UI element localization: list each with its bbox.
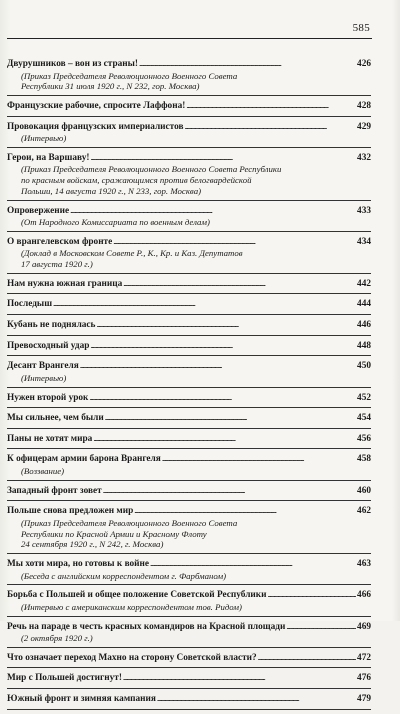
toc-entry — [7, 319, 371, 336]
toc-entry-page: 448 — [357, 340, 371, 351]
toc-entry-line — [7, 236, 371, 249]
toc-entry-title: Южный фронт и зимняя кампания — [7, 694, 156, 705]
dot-leader — [53, 298, 356, 311]
toc-entry-note: (Интервью с американским корреспондентом тов. Ридом) — [21, 601, 242, 612]
dot-leader — [258, 652, 356, 665]
entry-divider — [7, 407, 371, 408]
toc-entry-line — [7, 558, 371, 571]
entry-divider — [7, 448, 371, 449]
entry-divider — [7, 335, 371, 336]
toc-entry-line — [7, 58, 371, 71]
toc-entry-line — [7, 340, 371, 353]
toc-entry-page: 442 — [357, 278, 371, 289]
toc-entry-title: Последыш — [7, 299, 53, 310]
entry-divider — [7, 231, 371, 232]
toc-entry — [7, 412, 371, 429]
entry-divider — [7, 688, 371, 689]
table-of-contents — [7, 58, 371, 714]
toc-entry-line — [7, 505, 371, 518]
toc-entry — [7, 340, 371, 357]
toc-entry — [7, 121, 371, 148]
toc-entry-note: (Приказ Председателя Революционного Военного Совета Республики — [21, 164, 282, 175]
toc-entry-note: (Интервью) — [21, 133, 67, 144]
toc-entry — [7, 558, 371, 585]
toc-entry — [7, 58, 371, 96]
toc-entry — [7, 652, 371, 669]
dot-leader — [139, 58, 356, 71]
toc-entry-title: Мы хоти мира, но готовы к войне — [7, 558, 150, 569]
toc-entry-note: (Доклад в Московском Совете Р., К., Кр. и Каз. Депутатов — [21, 248, 243, 259]
entry-divider — [7, 355, 371, 356]
toc-entry-title: Герои, на Варшаву! — [7, 152, 90, 163]
toc-entry-note: (2 октября 1920 г.) — [21, 633, 93, 644]
entry-divider — [7, 480, 371, 481]
toc-entry-line — [7, 319, 371, 332]
entry-divider — [7, 147, 371, 148]
toc-entry — [7, 236, 371, 274]
dot-leader — [70, 205, 356, 218]
dot-leader — [123, 278, 356, 291]
toc-entry-page: 426 — [357, 59, 371, 69]
toc-entry-page: 450 — [357, 361, 371, 372]
toc-entry-page: 432 — [357, 152, 371, 163]
dot-leader — [157, 693, 356, 706]
toc-entry-line — [7, 360, 371, 373]
toc-entry-note: (Беседа с английским корреспондентом г. Фарбманом) — [21, 570, 227, 581]
header-rule — [7, 38, 372, 39]
entry-divider — [7, 293, 371, 294]
entry-divider — [7, 116, 371, 117]
entry-divider — [7, 314, 371, 315]
toc-entry — [7, 433, 371, 450]
toc-entry-note: (Воззвание) — [21, 465, 65, 476]
toc-entry — [7, 485, 371, 502]
entry-divider — [7, 428, 371, 429]
toc-entry — [7, 453, 371, 480]
dot-leader — [113, 236, 356, 249]
toc-entry-note: (Интервью) — [21, 372, 67, 383]
toc-entry — [7, 298, 371, 315]
dot-leader — [93, 433, 356, 446]
toc-entry-page: 454 — [357, 413, 371, 424]
toc-entry-note: 17 августа 1920 г.) — [21, 259, 93, 270]
entry-divider — [7, 553, 371, 554]
toc-entry-note: по красным войскам, сражающимся против белогвардейской — [21, 175, 252, 186]
toc-entry-page: 472 — [357, 652, 371, 663]
dot-leader — [150, 558, 356, 571]
toc-entry-title: К офицерам армии барона Врангеля — [7, 454, 161, 465]
toc-entry-line — [7, 121, 371, 134]
toc-entry — [7, 278, 371, 295]
toc-entry-title: О врангелевском фронте — [7, 236, 113, 247]
toc-entry-note: (От Народного Комиссариата по военным делам) — [21, 217, 210, 228]
toc-entry-page: 434 — [357, 236, 371, 247]
toc-entry-title: Нам нужна южная граница — [7, 278, 123, 289]
entry-divider — [7, 387, 371, 388]
toc-entry-line — [7, 298, 371, 311]
toc-entry — [7, 589, 371, 616]
toc-entry — [7, 100, 371, 117]
toc-entry-page: 458 — [357, 454, 371, 465]
toc-entry-line — [7, 278, 371, 291]
toc-entry — [7, 392, 371, 409]
entry-divider — [7, 500, 371, 501]
toc-entry-title: Кубань не поднялась — [7, 320, 96, 331]
toc-entry-line — [7, 412, 371, 425]
toc-entry-page: 456 — [357, 433, 371, 444]
entry-divider — [7, 616, 371, 617]
toc-entry-page: 460 — [357, 485, 371, 496]
dot-leader — [186, 100, 356, 113]
dot-leader — [267, 589, 356, 602]
dot-leader — [286, 621, 356, 634]
dot-leader — [96, 319, 356, 332]
toc-entry-title: Десант Врангеля — [7, 361, 79, 372]
toc-entry — [7, 205, 371, 232]
toc-entry-note: Польши, 14 августа 1920 г., N 233, гор. Москва) — [21, 185, 202, 196]
toc-entry — [7, 672, 371, 689]
toc-entry-line — [7, 621, 371, 634]
entry-divider — [7, 667, 371, 668]
toc-entry-title: Провокация французских империалистов — [7, 121, 184, 132]
toc-entry-title: Опровержение — [7, 205, 70, 216]
toc-entry-page: 462 — [357, 506, 371, 517]
toc-entry-title: Паны не хотят мира — [7, 433, 93, 444]
entry-divider — [7, 647, 371, 648]
dot-leader — [89, 392, 356, 405]
toc-entry-page: 452 — [357, 392, 371, 403]
dot-leader — [90, 152, 356, 165]
toc-entry-page: 428 — [357, 101, 371, 111]
toc-entry-line — [7, 433, 371, 446]
entry-divider — [7, 95, 371, 96]
toc-entry-note: (Приказ Председателя Революционного Военного Совета — [21, 70, 238, 81]
toc-entry-page: 429 — [357, 121, 371, 132]
dot-leader — [185, 121, 357, 134]
toc-entry-line — [7, 589, 371, 602]
toc-entry-page: 433 — [357, 205, 371, 216]
toc-entry-line — [7, 453, 371, 466]
dot-leader — [105, 412, 356, 425]
dot-leader — [162, 453, 356, 466]
toc-entry-line — [7, 152, 371, 165]
toc-entry-title: Мы сильнее, чем были — [7, 413, 104, 424]
entry-divider — [7, 709, 371, 710]
toc-entry-page: 446 — [357, 320, 371, 331]
toc-entry-line — [7, 485, 371, 498]
toc-entry-page: 476 — [357, 673, 371, 684]
toc-entry-title: Мир с Польшей достигнут! — [7, 673, 122, 684]
toc-entry-title: Западный фронт зовет — [7, 485, 102, 496]
dot-leader — [80, 360, 356, 373]
entry-divider — [7, 200, 371, 201]
toc-entry-note: (Приказ Председателя Революционного Военного Совета — [21, 517, 238, 528]
dot-leader — [134, 505, 356, 518]
toc-entry-line — [7, 392, 371, 405]
toc-entry-title: Нужен второй урок — [7, 392, 89, 403]
toc-entry-line — [7, 693, 371, 706]
toc-entry-note: Республики по Красной Армии и Красному Флоту — [21, 528, 207, 539]
dot-leader — [90, 340, 356, 353]
toc-entry-title: Польше снова предложен мир — [7, 506, 134, 517]
toc-entry — [7, 505, 371, 554]
toc-entry-note: 24 сентября 1920 г., N 242, г. Москва) — [21, 539, 164, 550]
toc-entry-title: Что означает переход Махно на сторону Советской власти? — [7, 652, 257, 663]
toc-entry-line — [7, 100, 371, 113]
toc-entry — [7, 152, 371, 201]
toc-entry-page: 463 — [357, 558, 371, 569]
dot-leader — [123, 672, 356, 685]
toc-entry-title: Борьба с Польшей и общее положение Советской Республики — [7, 590, 267, 601]
dot-leader — [103, 485, 356, 498]
toc-entry-page: 479 — [357, 694, 371, 705]
toc-entry-title: Двурушников – вон из страны! — [7, 59, 139, 69]
toc-entry-line — [7, 652, 371, 665]
entry-divider — [7, 584, 371, 585]
toc-entry-line — [7, 205, 371, 218]
toc-entry — [7, 360, 371, 387]
toc-entry — [7, 621, 371, 648]
page-number: 585 — [352, 22, 370, 34]
toc-entry-title: Речь на параде в честь красных командиров на Красной площади — [7, 621, 286, 632]
toc-entry-page: 466 — [357, 590, 371, 601]
toc-entry-page: 469 — [357, 621, 371, 632]
toc-entry-line — [7, 672, 371, 685]
toc-entry — [7, 693, 371, 710]
entry-divider — [7, 273, 371, 274]
toc-entry-note: Республики 31 июля 1920 г., N 232, гор. Москва) — [21, 81, 200, 92]
toc-entry-page: 444 — [357, 299, 371, 310]
toc-entry-title: Превосходный удар — [7, 340, 90, 351]
toc-entry-title: Французские рабочие, спросите Лаффона! — [7, 101, 186, 111]
